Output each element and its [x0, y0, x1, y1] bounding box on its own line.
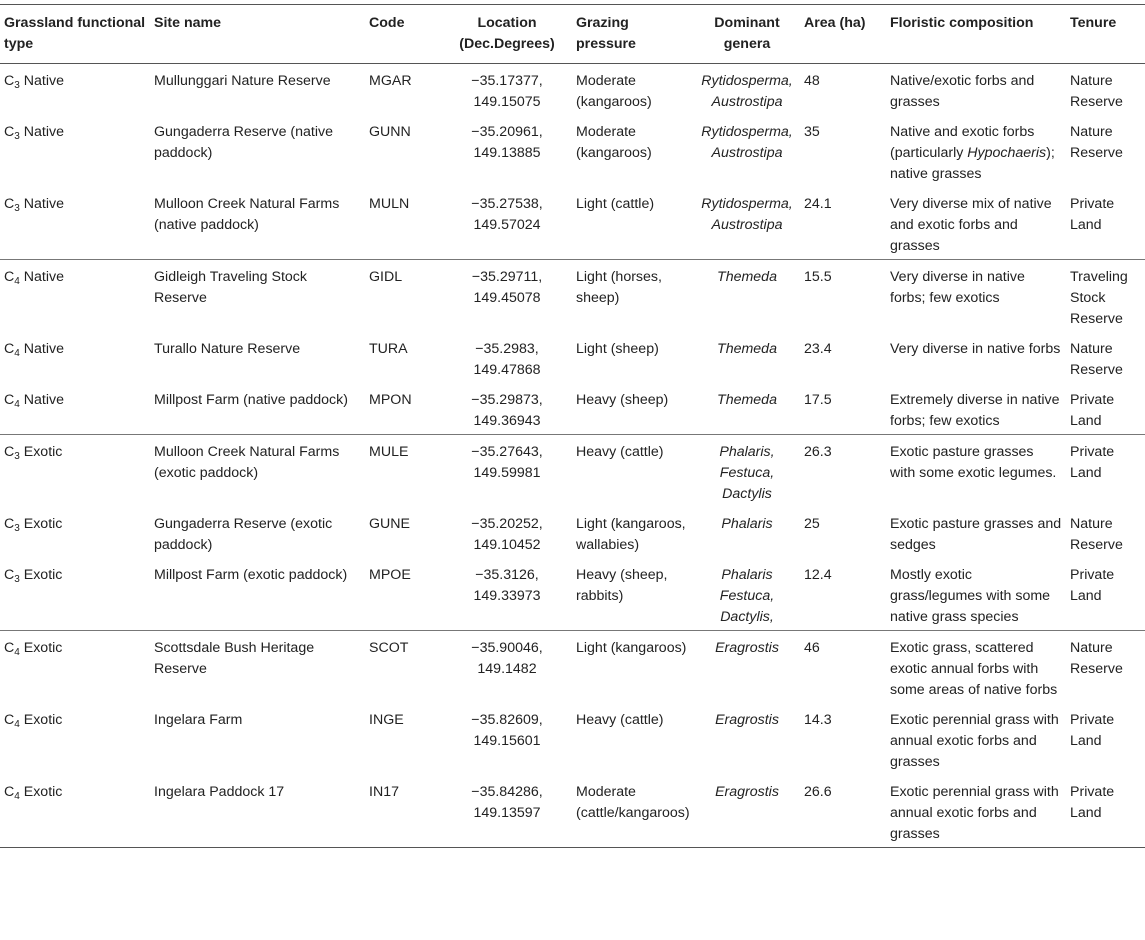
cell-site-name: Millpost Farm (exotic paddock) — [154, 567, 348, 583]
cell-site-name: Gidleigh Traveling Stock Reserve — [154, 269, 307, 306]
cell-code: TURA — [369, 341, 408, 357]
header-row — [0, 5, 1145, 64]
cell-floristic: Very diverse mix of native and exotic forbs and grasses — [890, 196, 1052, 254]
cell-floristic: Exotic pasture grasses and sedges — [890, 516, 1062, 553]
table-row — [0, 383, 1145, 435]
cell-genera: Rytidosperma, Austrostipa — [701, 124, 793, 161]
cell-floristic: Native and exotic forbs (particularly Hypochaeris); native grasses — [890, 124, 1055, 182]
cell-genera: Eragrostis — [715, 640, 779, 656]
cell-code: MGAR — [369, 73, 412, 89]
cell-tenure: Private Land — [1070, 567, 1115, 604]
cell-location: −35.17377, 149.15075 — [471, 73, 543, 110]
cell-grazing: Light (kangaroos, wallabies) — [576, 516, 686, 553]
cell-site-name: Scottsdale Bush Heritage Reserve — [154, 640, 315, 677]
cell-area: 12.4 — [804, 567, 832, 583]
cell-genera: Eragrostis — [715, 712, 779, 728]
cell-floristic: Very diverse in native forbs — [890, 341, 1061, 357]
cell-floristic: Native/exotic forbs and grasses — [890, 73, 1035, 110]
grassland-sites-table — [0, 4, 1145, 848]
cell-site-name: Millpost Farm (native paddock) — [154, 392, 348, 408]
table-row — [0, 703, 1145, 775]
cell-area: 46 — [804, 640, 820, 656]
cell-area: 23.4 — [804, 341, 832, 357]
cell-area: 48 — [804, 73, 820, 89]
cell-code: GUNE — [369, 516, 410, 532]
cell-tenure: Private Land — [1070, 712, 1115, 749]
cell-floristic: Exotic grass, scattered exotic annual forbs with some areas of native forbs — [890, 640, 1058, 698]
cell-location: −35.20961, 149.13885 — [471, 124, 543, 161]
table-row — [0, 260, 1145, 333]
cell-genera: Themeda — [717, 341, 777, 357]
header-code: Code — [369, 15, 405, 31]
cell-genera: Rytidosperma, Austrostipa — [701, 196, 793, 233]
cell-location: −35.27538, 149.57024 — [471, 196, 543, 233]
cell-genera: Phalaris — [721, 516, 773, 532]
cell-genera: Eragrostis — [715, 784, 779, 800]
cell-area: 17.5 — [804, 392, 832, 408]
cell-site-name: Mulloon Creek Natural Farms (exotic paddock) — [154, 444, 340, 481]
cell-functional-type: $C_3$ Exotic — [4, 567, 63, 585]
cell-area: 26.3 — [804, 444, 832, 460]
cell-floristic: Exotic perennial grass with annual exotic forbs and grasses — [890, 712, 1059, 770]
cell-genera: Themeda — [717, 392, 777, 408]
cell-site-name: Ingelara Farm — [154, 712, 243, 728]
table-row — [0, 507, 1145, 558]
cell-grazing: Moderate (kangaroos) — [576, 73, 652, 110]
cell-location: −35.84286, 149.13597 — [471, 784, 543, 821]
header-genera: Dominant genera — [714, 15, 780, 52]
table-row — [0, 631, 1145, 704]
cell-area: 15.5 — [804, 269, 832, 285]
cell-code: SCOT — [369, 640, 409, 656]
cell-floristic: Extremely diverse in native forbs; few exotics — [890, 392, 1060, 429]
cell-functional-type: $C_4$ Exotic — [4, 784, 63, 802]
cell-area: 25 — [804, 516, 820, 532]
cell-code: MPON — [369, 392, 412, 408]
cell-functional-type: $C_3$ Native — [4, 196, 64, 214]
cell-location: −35.3126, 149.33973 — [473, 567, 541, 604]
table-row — [0, 558, 1145, 631]
cell-genera: Phalaris Festuca, Dactylis, — [719, 567, 775, 625]
cell-grazing: Heavy (cattle) — [576, 712, 664, 728]
cell-grazing: Light (cattle) — [576, 196, 655, 212]
cell-location: −35.29711, 149.45078 — [471, 269, 543, 306]
header-location: Location (Dec.Degrees) — [459, 15, 555, 52]
cell-functional-type: $C_4$ Native — [4, 341, 64, 359]
cell-site-name: Mullunggari Nature Reserve — [154, 73, 331, 89]
cell-location: −35.27643, 149.59981 — [471, 444, 543, 481]
genus-name: Hypochaeris — [967, 145, 1047, 161]
cell-site-name: Ingelara Paddock 17 — [154, 784, 285, 800]
cell-code: IN17 — [369, 784, 399, 800]
cell-code: MULE — [369, 444, 409, 460]
cell-tenure: Private Land — [1070, 784, 1115, 821]
cell-area: 26.6 — [804, 784, 832, 800]
cell-functional-type: $C_4$ Exotic — [4, 712, 63, 730]
cell-floristic: Exotic perennial grass with annual exotic forbs and grasses — [890, 784, 1059, 842]
cell-code: MULN — [369, 196, 410, 212]
cell-site-name: Gungaderra Reserve (exotic paddock) — [154, 516, 333, 553]
cell-tenure: Nature Reserve — [1070, 516, 1123, 553]
cell-location: −35.20252, 149.10452 — [471, 516, 543, 553]
cell-code: GIDL — [369, 269, 403, 285]
table-row — [0, 775, 1145, 848]
cell-site-name: Mulloon Creek Natural Farms (native paddock) — [154, 196, 340, 233]
cell-floristic: Mostly exotic grass/legumes with some native grass species — [890, 567, 1051, 625]
cell-grazing: Light (sheep) — [576, 341, 659, 357]
cell-floristic: Exotic pasture grasses with some exotic legumes. — [890, 444, 1057, 481]
header-tenure: Tenure — [1070, 15, 1117, 31]
cell-code: GUNN — [369, 124, 411, 140]
cell-tenure: Nature Reserve — [1070, 640, 1123, 677]
cell-functional-type: $C_3$ Native — [4, 124, 64, 142]
cell-grazing: Heavy (sheep, rabbits) — [576, 567, 668, 604]
cell-genera: Themeda — [717, 269, 777, 285]
cell-functional-type: $C_3$ Exotic — [4, 516, 63, 534]
cell-functional-type: $C_4$ Native — [4, 392, 64, 410]
cell-area: 35 — [804, 124, 820, 140]
table-row — [0, 64, 1145, 116]
cell-floristic: Very diverse in native forbs; few exotics — [890, 269, 1025, 306]
cell-location: −35.90046, 149.1482 — [471, 640, 543, 677]
cell-genera: Phalaris, Festuca, Dactylis — [719, 444, 775, 502]
cell-functional-type: $C_4$ Exotic — [4, 640, 63, 658]
cell-functional-type: $C_3$ Exotic — [4, 444, 63, 462]
cell-functional-type: $C_3$ Native — [4, 73, 64, 91]
header-type: Grassland functional type — [4, 15, 146, 52]
cell-grazing: Moderate (cattle/kangaroos) — [576, 784, 690, 821]
cell-location: −35.2983, 149.47868 — [473, 341, 541, 378]
table-row — [0, 435, 1145, 508]
cell-location: −35.82609, 149.15601 — [471, 712, 543, 749]
cell-grazing: Heavy (sheep) — [576, 392, 669, 408]
table-row — [0, 115, 1145, 187]
cell-code: INGE — [369, 712, 404, 728]
cell-area: 24.1 — [804, 196, 832, 212]
header-grazing: Grazing pressure — [576, 15, 636, 52]
cell-area: 14.3 — [804, 712, 832, 728]
header-site: Site name — [154, 15, 222, 31]
cell-tenure: Nature Reserve — [1070, 124, 1123, 161]
cell-tenure: Nature Reserve — [1070, 73, 1123, 110]
table-row — [0, 332, 1145, 383]
cell-site-name: Gungaderra Reserve (native paddock) — [154, 124, 334, 161]
table-row — [0, 187, 1145, 260]
cell-tenure: Traveling Stock Reserve — [1070, 269, 1128, 327]
cell-genera: Rytidosperma, Austrostipa — [701, 73, 793, 110]
cell-grazing: Light (kangaroos) — [576, 640, 687, 656]
cell-tenure: Private Land — [1070, 196, 1115, 233]
cell-location: −35.29873, 149.36943 — [471, 392, 543, 429]
cell-grazing: Heavy (cattle) — [576, 444, 664, 460]
cell-functional-type: $C_4$ Native — [4, 269, 64, 287]
cell-code: MPOE — [369, 567, 411, 583]
cell-tenure: Private Land — [1070, 392, 1115, 429]
header-floristic: Floristic composition — [890, 15, 1034, 31]
cell-site-name: Turallo Nature Reserve — [154, 341, 301, 357]
cell-grazing: Moderate (kangaroos) — [576, 124, 652, 161]
cell-grazing: Light (horses, sheep) — [576, 269, 662, 306]
cell-tenure: Private Land — [1070, 444, 1115, 481]
header-area: Area (ha) — [804, 15, 866, 31]
cell-tenure: Nature Reserve — [1070, 341, 1123, 378]
